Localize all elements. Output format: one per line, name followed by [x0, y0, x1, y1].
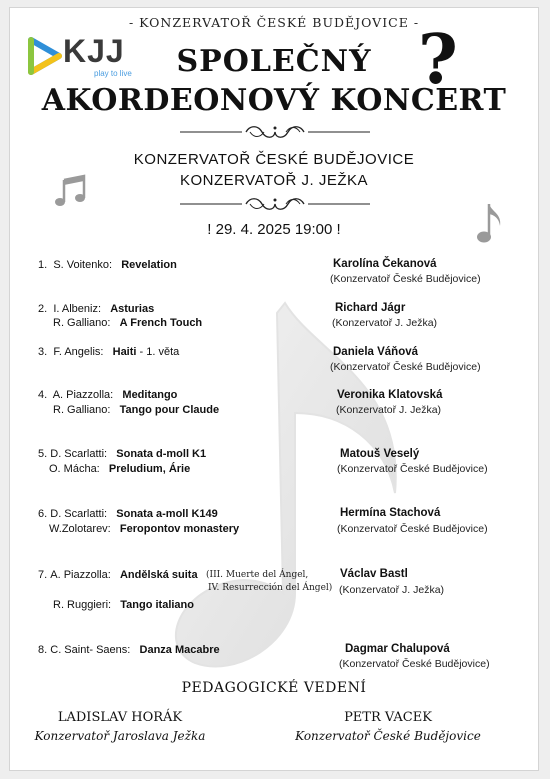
composer: R. Ruggieri: — [53, 599, 112, 611]
composer: R. Galliano: — [53, 317, 111, 329]
program-item-3: 3. F. Angelis: Haiti - 1. věta — [38, 346, 180, 358]
piece-title: Andělská suita — [119, 569, 198, 581]
program-item-7-piece-2 — [53, 599, 194, 611]
performer-name: Daniela Váňová — [333, 346, 419, 358]
program-item-4: 4. A. Piazzolla: Meditango — [38, 389, 178, 401]
movement-line-2: IV. Resurrección del Ángel) — [208, 583, 333, 593]
composer: A. Piazzolla: — [52, 389, 114, 401]
pedagogy-title: PEDAGOGICKÉ VEDENÍ — [181, 680, 367, 696]
program-item-7: 7. A. Piazzolla: Andělská suita — [38, 569, 198, 581]
eighth-note-icon — [476, 200, 506, 246]
composer: O. Mácha: — [49, 463, 100, 475]
composer: A. Piazzolla: — [50, 569, 111, 581]
composer: I. Albeniz: — [53, 303, 102, 315]
program-item-6-piece-2 — [49, 523, 239, 535]
title-line-1: SPOLEČNÝ — [176, 44, 372, 79]
piece-title: Asturias — [110, 303, 155, 315]
piece-title: Tango italiano — [120, 599, 194, 611]
composer: F. Angelis: — [53, 346, 104, 358]
school-line-1: KONZERVATOŘ ČESKÉ BUDĚJOVICE — [133, 151, 415, 168]
piece-title: Sonata d-moll K1 — [116, 448, 207, 460]
performer-school: (Konzervatoř České Budějovice) — [330, 361, 481, 373]
composer: C. Saint- Saens: — [50, 644, 131, 656]
program-item-8: 8. C. Saint- Saens: Danza Macabre — [38, 644, 220, 656]
composer: W.Zolotarev: — [49, 523, 111, 535]
performer-name: Hermína Stachová — [340, 507, 441, 519]
piece-title: Danza Macabre — [139, 644, 220, 656]
composer: D. Scarlatti: — [50, 508, 108, 520]
program-item-2-piece-2 — [53, 317, 202, 329]
scroll-ornament-divider — [180, 196, 370, 212]
program-item-6: 6. D. Scarlatti: Sonata a-moll K149 — [38, 508, 218, 520]
performer-school: (Konzervatoř České Budějovice) — [337, 463, 488, 475]
piece-title: Meditango — [122, 389, 178, 401]
program-item-5-piece-2 — [49, 463, 190, 475]
teacher-name-1: LADISLAV HORÁK — [57, 710, 183, 725]
program-item-5: 5. D. Scarlatti: Sonata d-moll K1 — [38, 448, 207, 460]
logo-tagline: play to live — [94, 69, 132, 78]
top-line: - KONZERVATOŘ ČESKÉ BUDĚJOVICE - — [128, 15, 420, 30]
composer: D. Scarlatti: — [50, 448, 108, 460]
program-item-1: 1. S. Voitenko: Revelation — [38, 259, 177, 271]
piece-title: A French Touch — [119, 317, 203, 329]
composer: S. Voitenko: — [53, 259, 113, 271]
performer-name: Matouš Veselý — [340, 448, 420, 460]
teacher-name-2: PETR VACEK — [344, 710, 432, 725]
performer-school: (Konzervatoř J. Ježka) — [332, 317, 438, 329]
piece-title: Revelation — [121, 259, 177, 271]
piece-title: Preludium, Árie — [108, 463, 191, 475]
performer-name: Karolína Čekanová — [333, 258, 437, 270]
piece-title: Sonata a-moll K149 — [116, 508, 218, 520]
piece-title: Tango pour Claude — [119, 404, 220, 416]
program-item-2: 2. I. Albeniz: Asturias — [38, 303, 155, 315]
piece-suffix: - 1. věta — [136, 346, 180, 358]
question-mark-icon: ? — [418, 20, 458, 100]
performer-school: (Konzervatoř České Budějovice) — [339, 658, 490, 670]
performer-school: (Konzervatoř J. Ježka) — [336, 404, 442, 416]
performer-name: Václav Bastl — [340, 568, 408, 580]
performer-school: (Konzervatoř České Budějovice) — [337, 523, 488, 535]
logo-text: KJJ — [63, 33, 125, 69]
performer-school: (Konzervatoř České Budějovice) — [330, 273, 481, 285]
scroll-ornament-divider — [180, 124, 370, 140]
piece-title: Haiti — [112, 346, 137, 358]
event-date: ! 29. 4. 2025 19:00 ! — [207, 221, 341, 238]
title-line-2: AKORDEONOVÝ KONCERT — [41, 83, 507, 118]
program-item-4-piece-2 — [53, 404, 219, 416]
performer-name: Richard Jágr — [335, 302, 406, 314]
teacher-school-1: Konzervatoř Jaroslava Ježka — [34, 729, 206, 743]
movement-line-1: (III. Muerte del Ángel, — [206, 570, 309, 580]
beamed-eighth-notes-icon — [54, 174, 88, 208]
piece-title: Feropontov monastery — [119, 523, 240, 535]
school-line-2: KONZERVATOŘ J. JEŽKA — [179, 172, 369, 189]
concert-poster — [9, 7, 539, 771]
performer-school: (Konzervatoř J. Ježka) — [339, 584, 445, 596]
performer-name: Veronika Klatovská — [337, 389, 443, 401]
composer: R. Galliano: — [53, 404, 111, 416]
performer-name: Dagmar Chalupová — [345, 643, 450, 655]
teacher-school-2: Konzervatoř České Budějovice — [295, 729, 481, 743]
